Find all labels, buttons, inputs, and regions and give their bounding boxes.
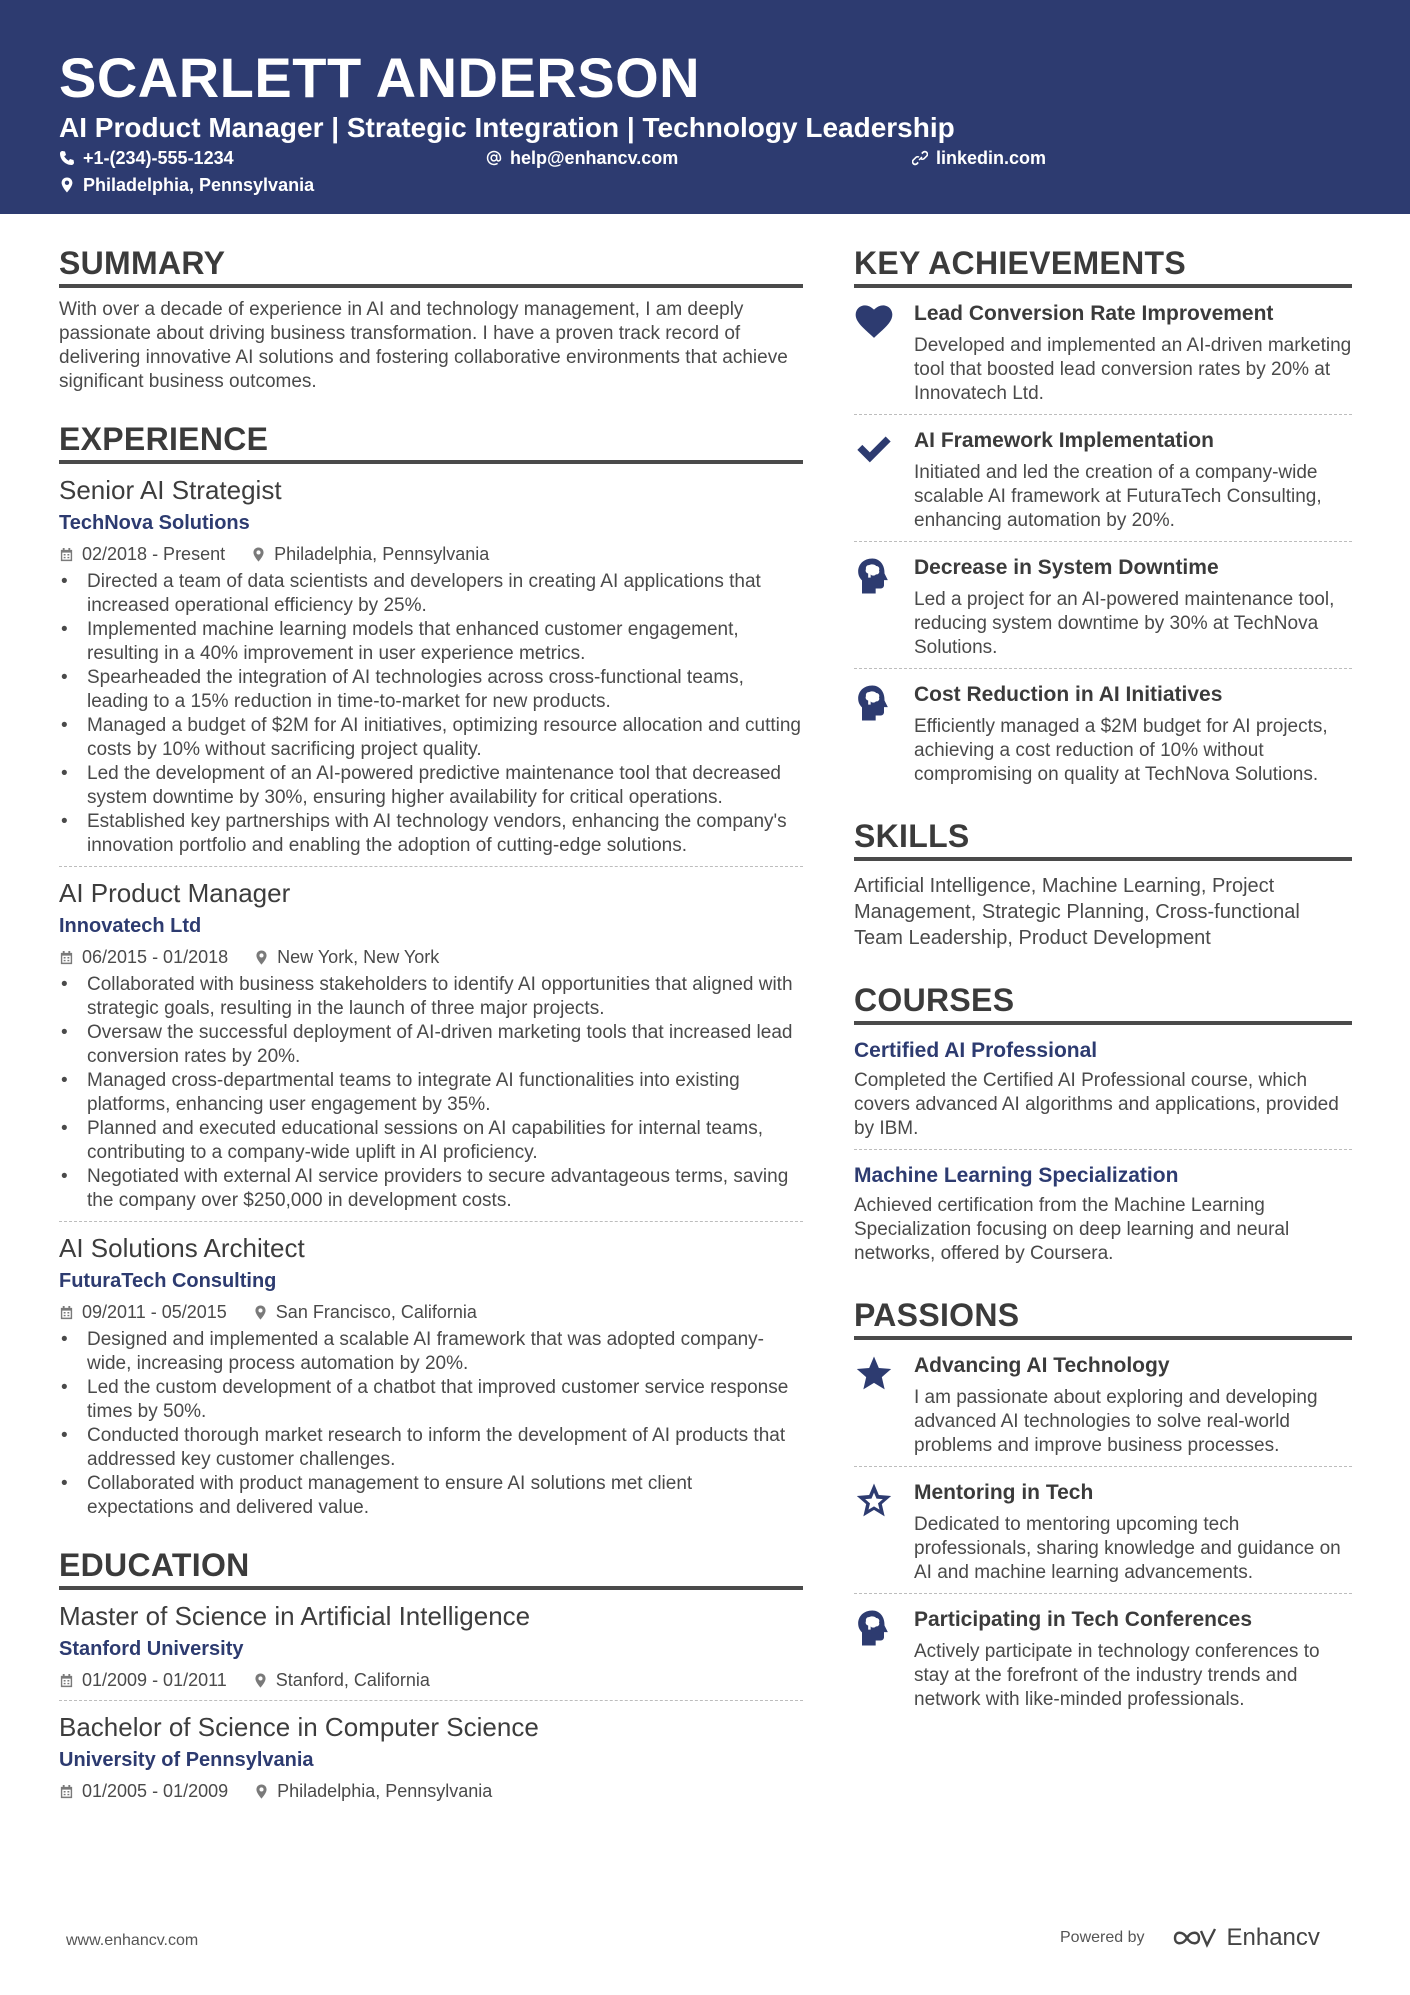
link-icon — [912, 150, 928, 166]
passion-desc: Actively participate in technology conferences to stay at the forefront of the industry trends and network with like-minded professionals. — [914, 1641, 1320, 1710]
achievement-desc: Led a project for an AI-powered maintenance tool, reducing system downtime by 30% at TechNova Solutions. — [914, 589, 1335, 658]
passion-item — [854, 1594, 1352, 1720]
education-meta — [59, 1779, 803, 1803]
bullet-item: • Implemented machine learning models that enhanced customer engagement, resulting in a 40% improvement in user experience metrics. — [59, 618, 803, 666]
summary-heading: SUMMARY — [59, 244, 803, 288]
job-dates: 02/2018 - Present — [82, 544, 226, 564]
degree-title: Master of Science in Artificial Intelligence — [59, 1601, 531, 1631]
job-title: Senior AI Strategist — [59, 475, 282, 505]
achievements-list — [854, 288, 1352, 795]
checkmark-icon — [854, 429, 894, 469]
passion-item — [854, 1340, 1352, 1467]
star-outline-icon — [854, 1481, 894, 1521]
bullet-item: • Negotiated with external AI service providers to secure advantageous terms, saving the company over $250,000 in development costs. — [59, 1165, 803, 1213]
at-icon — [486, 150, 502, 166]
education-location: Philadelphia, Pennsylvania — [277, 1781, 493, 1801]
divider — [59, 866, 803, 867]
location-text: Philadelphia, Pennsylvania — [83, 175, 315, 195]
achievement-item — [854, 542, 1352, 669]
map-pin-icon — [59, 177, 75, 193]
candidate-name: SCARLETT ANDERSON — [59, 46, 701, 109]
contact-linkedin[interactable] — [912, 147, 1046, 169]
phone-text: +1-(234)-555-1234 — [83, 148, 234, 168]
bullet-item: • Oversaw the successful deployment of AI-driven marketing tools that increased lead conversion rates by 20%. — [59, 1021, 803, 1069]
brain-head-icon — [854, 1608, 894, 1648]
bullet-item: • Collaborated with business stakeholders to identify AI opportunities that aligned with strategic goals, resulting in the launch of three major projects. — [59, 973, 803, 1021]
education-entry — [59, 1711, 803, 1803]
job-title: AI Solutions Architect — [59, 1233, 305, 1263]
job-location: New York, New York — [277, 947, 440, 967]
brain-head-icon — [854, 683, 894, 723]
brain-head-icon — [854, 556, 894, 596]
company-name: TechNova Solutions — [59, 512, 250, 534]
passion-title: Mentoring in Tech — [914, 1481, 1094, 1504]
course-item — [854, 1162, 1352, 1266]
divider — [59, 1221, 803, 1222]
education-heading: EDUCATION — [59, 1546, 803, 1590]
passions-list — [854, 1340, 1352, 1720]
candidate-title: AI Product Manager | Strategic Integration | Technology Leadership — [59, 112, 955, 143]
achievement-item — [854, 288, 1352, 415]
education-location: Stanford, California — [275, 1670, 430, 1690]
brand-logo[interactable] — [1171, 1924, 1320, 1952]
passion-title: Participating in Tech Conferences — [914, 1608, 1253, 1631]
education-dates: 01/2009 - 01/2011 — [82, 1670, 227, 1690]
achievement-desc: Efficiently managed a $2M budget for AI projects, achieving a cost reduction of 10% without compromising on quality at TechNova Solutions. — [914, 716, 1328, 785]
calendar-icon — [59, 950, 74, 965]
email-text[interactable]: help@enhancv.com — [510, 148, 679, 168]
bullet-item: • Directed a team of data scientists and developers in creating AI applications that increased operational efficiency by 25%. — [59, 570, 803, 618]
calendar-icon — [59, 547, 74, 562]
skills-heading: SKILLS — [854, 817, 1352, 861]
calendar-icon — [59, 1784, 74, 1799]
company-name: FuturaTech Consulting — [59, 1270, 277, 1292]
course-title: Machine Learning Specialization — [854, 1164, 1179, 1187]
achievement-desc: Initiated and led the creation of a company-wide scalable AI framework at FuturaTech Consulting, enhancing automation by 20%. — [914, 462, 1322, 531]
contact-phone — [59, 147, 234, 169]
experience-entry — [59, 1232, 803, 1520]
course-title: Certified AI Professional — [854, 1039, 1098, 1062]
map-pin-icon — [251, 547, 266, 562]
divider — [59, 1700, 803, 1701]
achievement-title: AI Framework Implementation — [914, 429, 1214, 452]
bullet-item: • Managed cross-departmental teams to integrate AI functionalities into existing platforms, enhancing user engagement by 35%. — [59, 1069, 803, 1117]
achievement-desc: Developed and implemented an AI-driven marketing tool that boosted lead conversion rates by 20% at Innovatech Ltd. — [914, 335, 1352, 404]
job-location: Philadelphia, Pennsylvania — [274, 544, 490, 564]
achievement-title: Cost Reduction in AI Initiatives — [914, 683, 1223, 706]
bullet-item: • Spearheaded the integration of AI technologies across cross-functional teams, leading to a 15% reduction in time-to-market for new products. — [59, 666, 803, 714]
job-title: AI Product Manager — [59, 878, 291, 908]
course-desc: Completed the Certified AI Professional course, which covers advanced AI algorithms and applications, provided by IBM. — [854, 1070, 1339, 1139]
courses-heading: COURSES — [854, 981, 1352, 1025]
enhancv-logo-icon — [1171, 1925, 1219, 1951]
divider — [854, 1149, 1352, 1150]
bullet-item: • Planned and executed educational sessions on AI capabilities for internal teams, contributing to a company-wide uplift in AI proficiency. — [59, 1117, 803, 1165]
bullet-item: • Established key partnerships with AI technology vendors, enhancing the company's innovation portfolio and enabling the adoption of cutting-edge solutions. — [59, 810, 803, 858]
achievement-title: Decrease in System Downtime — [914, 556, 1219, 579]
left-column — [59, 244, 803, 1803]
course-desc: Achieved certification from the Machine Learning Specialization focusing on deep learning and neural networks, offered by Coursera. — [854, 1195, 1290, 1264]
footer-website[interactable]: www.enhancv.com — [66, 1932, 199, 1949]
job-bullets — [59, 570, 803, 858]
education-meta — [59, 1668, 803, 1692]
footer-branding — [1060, 1924, 1320, 1952]
calendar-icon — [59, 1305, 74, 1320]
job-dates: 06/2015 - 01/2018 — [82, 947, 229, 967]
bullet-item: • Led the custom development of a chatbot that improved customer service response times by 50%. — [59, 1376, 803, 1424]
passion-title: Advancing AI Technology — [914, 1354, 1170, 1377]
course-item — [854, 1037, 1352, 1150]
experience-entry — [59, 877, 803, 1222]
skills-text: Artificial Intelligence, Machine Learning, Project Management, Strategic Planning, Cross-functional Team Leadership, Product Development — [854, 875, 1300, 949]
school-name: Stanford University — [59, 1638, 244, 1660]
job-meta — [59, 1300, 803, 1324]
achievements-heading: KEY ACHIEVEMENTS — [854, 244, 1352, 288]
summary-text: With over a decade of experience in AI and technology management, I am deeply passionate about driving business transformation. I have a proven track record of delivering innovative AI solutions and fostering collaborative environments that achieve significant business outcomes. — [59, 299, 788, 392]
job-location: San Francisco, California — [275, 1302, 477, 1322]
achievement-item — [854, 415, 1352, 542]
passion-desc: Dedicated to mentoring upcoming tech professionals, sharing knowledge and guidance on AI and machine learning advancements. — [914, 1514, 1341, 1583]
contact-email[interactable] — [486, 147, 678, 169]
school-name: University of Pennsylvania — [59, 1749, 314, 1771]
bullet-item: • Conducted thorough market research to inform the development of AI products that addressed key customer challenges. — [59, 1424, 803, 1472]
powered-by-text: Powered by — [1060, 1929, 1145, 1946]
experience-heading: EXPERIENCE — [59, 420, 803, 464]
bullet-item: • Designed and implemented a scalable AI framework that was adopted company-wide, increasing process automation by 20%. — [59, 1328, 803, 1376]
degree-title: Bachelor of Science in Computer Science — [59, 1712, 539, 1742]
education-dates: 01/2005 - 01/2009 — [82, 1781, 229, 1801]
star-filled-icon — [854, 1354, 894, 1394]
brand-name: Enhancv — [1226, 1924, 1320, 1951]
achievement-title: Lead Conversion Rate Improvement — [914, 302, 1274, 325]
contact-location — [59, 174, 314, 196]
resume-header — [0, 0, 1410, 214]
job-bullets — [59, 973, 803, 1213]
achievement-item — [854, 669, 1352, 795]
map-pin-icon — [253, 1305, 268, 1320]
experience-entry — [59, 474, 803, 867]
heart-icon — [854, 302, 894, 342]
bullet-item: • Led the development of an AI-powered predictive maintenance tool that decreased system downtime by 30%, ensuring higher availability for critical operations. — [59, 762, 803, 810]
job-dates: 09/2011 - 05/2015 — [82, 1302, 227, 1322]
map-pin-icon — [254, 1784, 269, 1799]
bullet-item: • Collaborated with product management to ensure AI solutions met client expectations and delivered value. — [59, 1472, 803, 1520]
job-meta — [59, 542, 803, 566]
job-meta — [59, 945, 803, 969]
map-pin-icon — [253, 1673, 268, 1688]
phone-icon — [59, 150, 75, 166]
company-name: Innovatech Ltd — [59, 915, 202, 937]
right-column — [854, 244, 1352, 1720]
passion-item — [854, 1467, 1352, 1594]
map-pin-icon — [254, 950, 269, 965]
linkedin-text[interactable]: linkedin.com — [936, 148, 1047, 168]
calendar-icon — [59, 1673, 74, 1688]
passions-heading: PASSIONS — [854, 1296, 1352, 1340]
bullet-item: • Managed a budget of $2M for AI initiatives, optimizing resource allocation and cutting costs by 10% without sacrificing project quality. — [59, 714, 803, 762]
job-bullets — [59, 1328, 803, 1520]
education-entry — [59, 1600, 803, 1701]
passion-desc: I am passionate about exploring and developing advanced AI technologies to solve real-world problems and improve business processes. — [914, 1387, 1318, 1456]
